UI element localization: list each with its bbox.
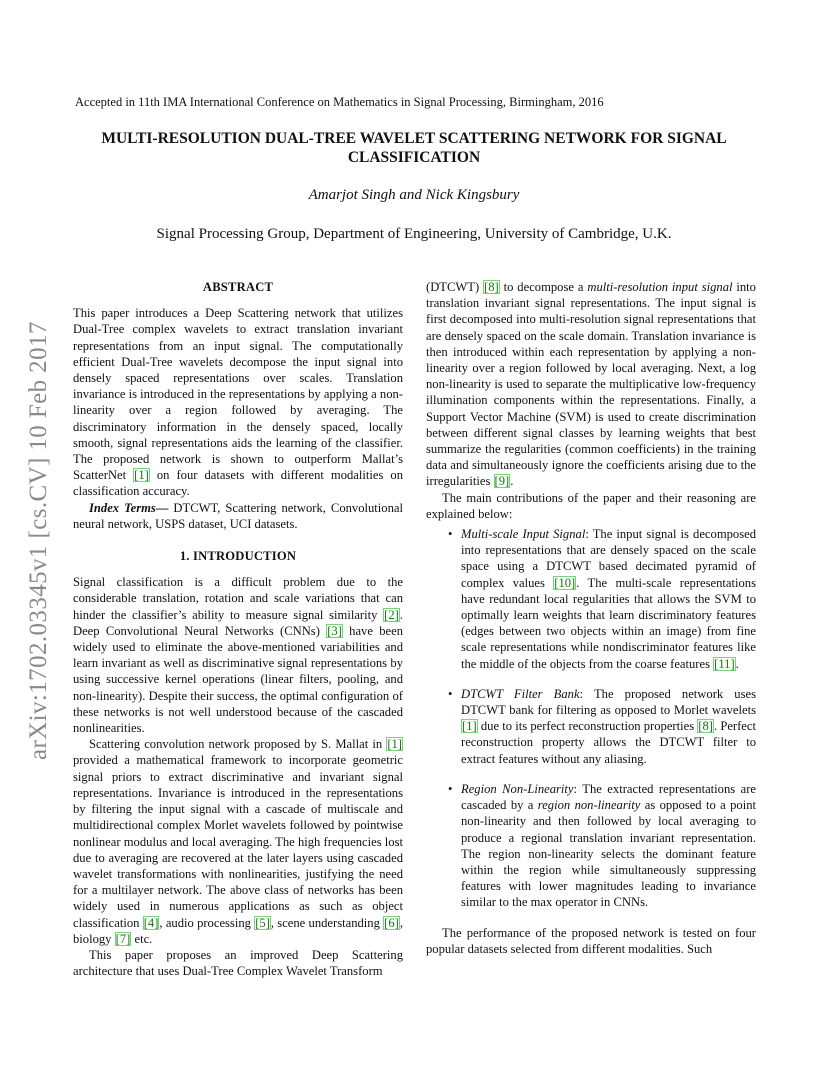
bullet-icon: •	[448, 527, 453, 542]
list-item: • Multi-scale Input Signal: The input signal is decomposed into representations that are densely spaced on the scale space using a DTCWT based decimated pyramid of complex values [10]. The multi-scale representations have redundant local regularities that allows the SVM to optimally learn weights that learn discriminatory features (edges between two objects within an image) from fine scale representations while nondiscriminator features like the middle of the objects from the coarse features [11].	[448, 527, 756, 671]
citation-link[interactable]: [5]	[255, 915, 270, 930]
left-column	[73, 279, 403, 979]
citation-link[interactable]: [8]	[698, 719, 713, 734]
body-paragraph: The performance of the proposed network is tested on four popular datasets selected from different modalities. Such	[426, 925, 756, 956]
list-item: • DTCWT Filter Bank: The proposed network uses DTCWT bank for filtering as opposed to Morlet wavelets [1] due to its perfect reconstruction properties [8]. Perfect reconstruction property allows the DTCWT filter to extract features without any aliasing.	[448, 686, 756, 766]
body-paragraph: (DTCWT) [8] to decompose a multi-resolution input signal into translation invariant signal representations. The input signal is first decomposed into multi-resolution signal representations that are densely spaced on the scale domain. Translation invariance is then introduced within each representation by applying a non-linearity over a region followed by local averaging. Next, a log non-linearity is used to separate the multiplicative low-frequency illumination components within the representations. Finally, a Support Vector Machine (SVM) is used to create discrimination between different signal classes by learning weights that best summarize the regularities (common coefficients) in the training data and simultaneously ignore the coefficients arising due to the irregularities [9].	[426, 280, 756, 489]
intro-paragraph-3: This paper proposes an improved Deep Scattering architecture that uses Dual-Tree Complex Wavelet Transform	[73, 947, 403, 979]
paper-title: MULTI-RESOLUTION DUAL-TREE WAVELET SCATTERING NETWORK FOR SIGNAL CLASSIFICATION	[101, 130, 727, 166]
right-column	[426, 279, 756, 957]
bullet-icon: •	[448, 686, 453, 701]
citation-link[interactable]: [4]	[143, 915, 159, 930]
arxiv-stamp: arXiv:1702.03345v1 [cs.CV] 10 Feb 2017	[25, 321, 52, 760]
affiliation: Signal Processing Group, Department of Engineering, University of Cambridge, U.K.	[156, 226, 672, 242]
abstract-paragraph: This paper introduces a Deep Scattering network that utilizes Dual-Tree complex wavelets to extract translation invariant representations from an input signal. The computationally efficient Dual-Tree wavelets decompose the input signal into densely spaced representations over scales. Translation invariance is introduced in the representations by applying a non-linearity over a region followed by averaging. The discriminatory information in the densely spaced, locally smooth, signal representations aids the learning of the classifier. The proposed network is shown to outperform Mallat’s ScatterNet [1] on four datasets with different modalities on classification accuracy.	[73, 306, 403, 499]
citation-link[interactable]: [3]	[327, 623, 342, 638]
contributions-list	[426, 526, 756, 910]
citation-link[interactable]: [1]	[462, 719, 477, 734]
citation-link[interactable]: [9]	[494, 474, 510, 489]
citation-link[interactable]: [10]	[554, 575, 576, 590]
citation-link[interactable]: [7]	[115, 931, 131, 946]
list-item: • Region Non-Linearity: The extracted representations are cascaded by a region non-linearity as opposed to a point non-linearity and then followed by local averaging to produce a regional translation invariant representation. The region non-linearity selects the dominant feature within the region while simultaneously suppressing features with lower magnitudes leading to invariance similar to the max operator in CNNs.	[448, 781, 756, 910]
conference-line: Accepted in 11th IMA International Conference on Mathematics in Signal Processing, Birmingham, 2016	[75, 95, 604, 109]
section-heading-introduction: 1. INTRODUCTION	[179, 549, 297, 564]
citation-link[interactable]: [1]	[134, 468, 149, 483]
citation-link[interactable]: [8]	[484, 280, 499, 294]
intro-paragraph-1: Signal classification is a difficult problem due to the considerable translation, rotation and scale variations that can hinder the classifier’s ability to measure signal similarity [2]. Deep Convolutional Neural Networks (CNNs) [3] have been widely used to eliminate the above-mentioned variabilities and learn invariant as well as discriminative signal representations by using successive kernel operations (linear filters, pooling, and non-linearity). Despite their success, the optimal configuration of these networks is not well understood because of the cascaded nonlinearities.	[73, 575, 403, 736]
citation-link[interactable]: [11]	[714, 656, 735, 671]
intro-paragraph-2: Scattering convolution network proposed by S. Mallat in [1] provided a mathematical framework to incorporate geometric signal priors to extract discriminative and invariant signal representations. Invariance is introduced in the representations by filtering the input signal with a cascade of multiscale and multidirectional complex Morlet wavelets followed by pointwise nonlinear modulus and local averaging. The high frequencies lost due to averaging are recovered at the later layers using cascaded wavelet transformations with nonlinearities, justifying the need for a multilayer network. The above class of networks has been widely used in numerous applications as such as object classification [4], audio processing [5], scene understanding [6], biology [7] etc.	[73, 737, 404, 946]
authors: Amarjot Singh and Nick Kingsbury	[308, 187, 520, 203]
index-terms: Index Terms— DTCWT, Scattering network, Convolutional neural network, USPS dataset, UCI datasets.	[73, 500, 403, 531]
citation-link[interactable]: [2]	[384, 607, 399, 622]
citation-link[interactable]: [6]	[384, 915, 399, 930]
index-terms-label: Index Terms—	[89, 500, 169, 515]
bullet-icon: •	[448, 781, 453, 796]
contributions-intro: The main contributions of the paper and their reasoning are explained below:	[426, 490, 756, 521]
abstract-heading: ABSTRACT	[202, 280, 274, 294]
citation-link[interactable]: [1]	[387, 737, 402, 752]
